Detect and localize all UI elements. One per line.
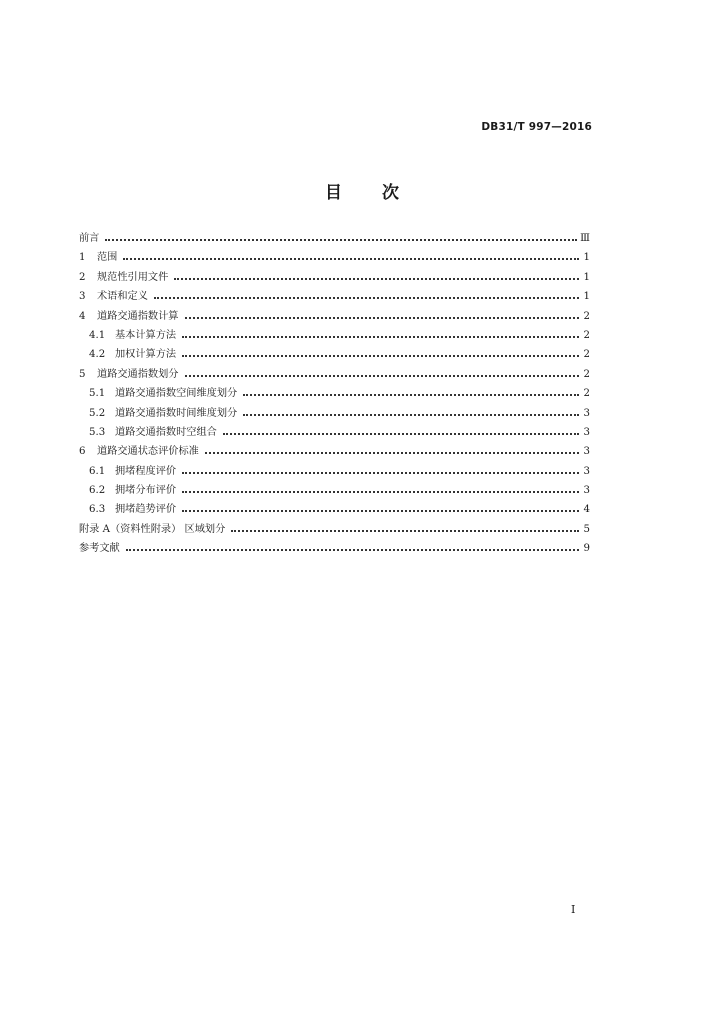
toc-entry-number: 5.3 [89, 426, 106, 438]
toc-entry-number: 5 [79, 368, 86, 380]
dot-leader [182, 509, 579, 512]
toc-entry-label: 道路交通指数时空组合 [115, 426, 217, 438]
dot-leader [205, 451, 579, 454]
toc-entry-label: 道路交通指数划分 [97, 368, 179, 380]
toc-entry-number: 5.1 [89, 388, 106, 400]
dot-leader [185, 374, 580, 377]
toc-entry-page: Ⅲ [580, 233, 590, 244]
toc-entry-number: 4 [79, 310, 86, 322]
toc-entry[interactable] [79, 462, 590, 481]
toc-entry-page: 1 [583, 271, 590, 283]
dot-leader [182, 335, 579, 338]
toc-entry[interactable] [79, 365, 590, 384]
toc-entry-label: 道路交通状态评价标准 [97, 446, 199, 458]
toc-entry[interactable] [79, 481, 590, 500]
toc-entry-page: 5 [583, 523, 590, 535]
toc-entry-page: 1 [583, 252, 590, 264]
toc-entry-number: 5.2 [89, 407, 106, 419]
dot-leader [105, 238, 577, 241]
toc-entry-label: 术语和定义 [97, 291, 148, 303]
dot-leader [182, 490, 579, 493]
document-code: DB31/T 997—2016 [481, 121, 592, 133]
dot-leader [182, 354, 579, 357]
toc-entry[interactable] [79, 345, 590, 364]
toc-entry-number: 4.1 [89, 329, 106, 341]
toc-entry-number: 6.1 [89, 465, 106, 477]
toc-entry-label: 道路交通指数时间维度划分 [115, 407, 238, 419]
toc-entry-page: 9 [583, 543, 590, 555]
toc-entry-page: 3 [583, 407, 590, 419]
toc-entry-label: 道路交通指数空间维度划分 [115, 388, 238, 400]
toc-entry-number: 6.2 [89, 485, 106, 497]
table-of-contents [79, 229, 590, 559]
toc-entry-page: 3 [583, 446, 590, 458]
toc-entry-label: 加权计算方法 [115, 349, 177, 361]
toc-entry[interactable] [79, 307, 590, 326]
toc-entry-number: 6 [79, 446, 86, 458]
toc-entry[interactable] [79, 423, 590, 442]
toc-entry[interactable] [79, 229, 590, 248]
toc-entry-label: 拥堵程度评价 [115, 465, 177, 477]
toc-entry-label: 规范性引用文件 [97, 271, 169, 283]
dot-leader [154, 296, 579, 299]
toc-entry-label: 拥堵趋势评价 [115, 504, 177, 516]
toc-entry-page: 2 [583, 329, 590, 341]
toc-entry[interactable] [79, 539, 590, 558]
dot-leader [182, 471, 579, 474]
toc-entry-label: 附录 A（资料性附录） 区域划分 [79, 523, 226, 535]
toc-entry-label: 范围 [97, 252, 118, 264]
toc-entry-number: 3 [79, 291, 86, 303]
toc-entry-number: 4.2 [89, 349, 106, 361]
toc-entry[interactable] [79, 384, 590, 403]
dot-leader [243, 393, 579, 396]
toc-entry[interactable] [79, 500, 590, 519]
toc-entry-label: 前言 [79, 233, 100, 244]
toc-entry-label: 基本计算方法 [115, 329, 177, 341]
toc-entry-page: 3 [583, 426, 590, 438]
toc-entry-label: 拥堵分布评价 [115, 485, 177, 497]
dot-leader [243, 413, 579, 416]
toc-entry[interactable] [79, 520, 590, 539]
toc-entry-number: 1 [79, 252, 86, 264]
toc-entry-page: 2 [583, 310, 590, 322]
toc-entry-page: 3 [583, 465, 590, 477]
dot-leader [123, 257, 579, 260]
toc-entry-page: 2 [583, 388, 590, 400]
toc-entry-page: 2 [583, 349, 590, 361]
toc-entry[interactable] [79, 442, 590, 461]
toc-entry-number: 2 [79, 271, 86, 283]
toc-entry-page: 4 [583, 504, 590, 516]
dot-leader [231, 529, 579, 532]
dot-leader [174, 277, 579, 280]
toc-entry[interactable] [79, 287, 590, 306]
dot-leader [223, 432, 579, 435]
toc-entry-number: 6.3 [89, 504, 106, 516]
dot-leader [185, 316, 580, 319]
toc-entry-page: 1 [583, 291, 590, 303]
toc-entry-page: 2 [583, 368, 590, 380]
dot-leader [126, 548, 579, 551]
toc-entry-label: 道路交通指数计算 [97, 310, 179, 322]
toc-entry[interactable] [79, 404, 590, 423]
toc-entry[interactable] [79, 248, 590, 267]
toc-entry[interactable] [79, 326, 590, 345]
toc-entry[interactable] [79, 268, 590, 287]
page-title: 目次 [325, 183, 439, 203]
page-number: I [571, 903, 576, 916]
toc-entry-page: 3 [583, 485, 590, 497]
toc-entry-label: 参考文献 [79, 543, 120, 555]
